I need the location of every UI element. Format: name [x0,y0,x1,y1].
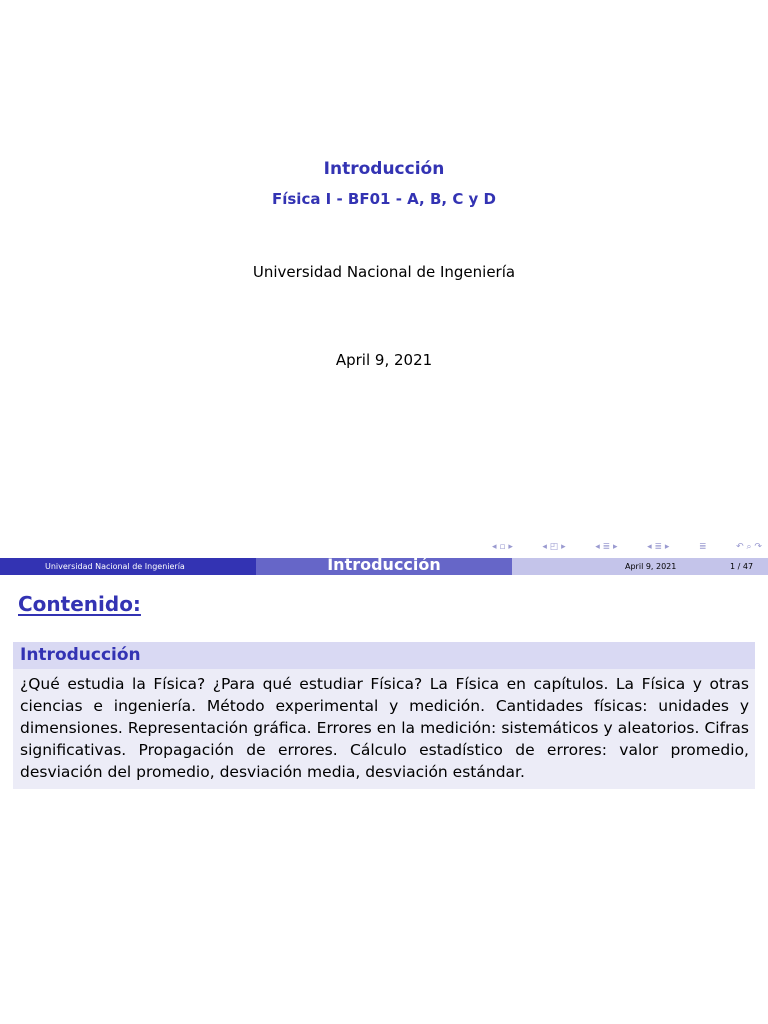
presentation-title: Introducción [323,159,445,179]
footline-page-number: 1 / 47 [730,562,754,571]
footline-date: April 9, 2021 [625,562,677,571]
document-nav-icon[interactable]: ≣ [699,542,707,552]
frame-title: Contenido: [18,592,141,616]
institute-name: Universidad Nacional de Ingeniería [252,263,516,281]
footline-author: Universidad Nacional de Ingeniería [0,558,256,575]
frame-nav-icon[interactable]: ◂ ◰ ▸ [542,542,566,552]
navigation-symbols [492,541,762,553]
footline-title: Introducción [256,558,512,575]
block-title: Introducción [13,642,755,669]
slide-nav-icon[interactable]: ◂ ▫ ▸ [492,542,513,552]
block-body: ¿Qué estudia la Física? ¿Para qué estudiar Física? La Física en capítulos. La Física y otras ciencias e ingeniería. Método experimental y medición. Cantidades físicas: unidades y dimensiones. Representación gráfica. Errores en la medición: sistemáticos y aleatorios. Cifras significativas. Propagación de errores. Cálculo estadístico de errores: valor promedio, desviación del promedio, desviación media, desviación estándar. [13,669,755,789]
presentation-date: April 9, 2021 [335,351,433,369]
footline [0,558,768,575]
subsection-nav-icon[interactable]: ◂ ≣ ▸ [595,542,618,552]
section-nav-icon[interactable]: ◂ ≣ ▸ [647,542,670,552]
footline-right [512,558,768,575]
presentation-subtitle: Física I - BF01 - A, B, C y D [271,190,496,208]
search-nav-icon[interactable]: ↶ ⌕ ↷ [736,542,762,552]
content-block [13,642,755,789]
